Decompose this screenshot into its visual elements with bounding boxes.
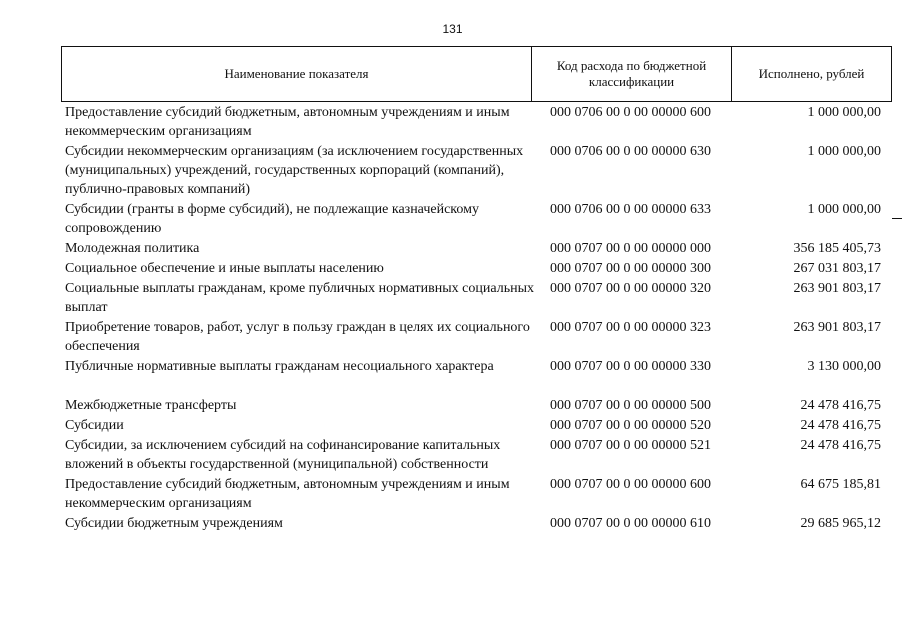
row-amount: 356 185 405,73 bbox=[793, 241, 881, 256]
row-code: 000 0707 00 0 00 00000 521 bbox=[550, 438, 711, 453]
row-name: Публичные нормативные выплаты гражданам несоциального характера bbox=[65, 359, 494, 374]
table-row bbox=[61, 103, 891, 141]
header-row bbox=[62, 47, 892, 102]
row-amount: 1 000 000,00 bbox=[807, 202, 881, 217]
row-name: Субсидии некоммерческим организациям (за исключением государственных (муниципальных) учреждений, государственных корпораций (компаний), публично-правовых компаний) bbox=[65, 144, 524, 197]
row-name: Предоставление субсидий бюджетным, автономным учреждениям и иным некоммерческим организациям bbox=[65, 477, 510, 511]
row-code: 000 0707 00 0 00 00000 600 bbox=[550, 477, 711, 492]
row-code: 000 0706 00 0 00 00000 630 bbox=[550, 144, 711, 159]
table-row bbox=[61, 357, 891, 376]
table-row bbox=[61, 142, 891, 199]
row-code: 000 0706 00 0 00 00000 600 bbox=[550, 105, 711, 120]
table-row bbox=[61, 279, 891, 317]
page-number: 131 bbox=[442, 22, 463, 36]
row-name: Социальное обеспечение и иные выплаты населению bbox=[65, 261, 384, 276]
table-row bbox=[61, 475, 891, 513]
row-amount: 263 901 803,17 bbox=[793, 281, 881, 296]
row-code: 000 0707 00 0 00 00000 330 bbox=[550, 359, 711, 374]
row-name: Межбюджетные трансферты bbox=[65, 398, 237, 413]
row-code: 000 0707 00 0 00 00000 500 bbox=[550, 398, 711, 413]
row-name: Социальные выплаты гражданам, кроме публичных нормативных социальных выплат bbox=[65, 281, 534, 315]
table-row bbox=[61, 259, 891, 278]
row-code: 000 0707 00 0 00 00000 320 bbox=[550, 281, 711, 296]
row-code: 000 0706 00 0 00 00000 633 bbox=[550, 202, 711, 217]
table-row bbox=[61, 416, 891, 435]
row-name: Приобретение товаров, работ, услуг в пользу граждан в целях их социального обеспечения bbox=[65, 320, 530, 354]
table-row bbox=[61, 396, 891, 415]
row-amount: 3 130 000,00 bbox=[807, 359, 881, 374]
table-row bbox=[61, 318, 891, 356]
row-amount: 64 675 185,81 bbox=[800, 477, 881, 492]
header-code-cell: Код расхода по бюджетной классификации bbox=[532, 47, 732, 102]
row-amount: 24 478 416,75 bbox=[800, 438, 881, 453]
table-header bbox=[61, 46, 892, 102]
row-name: Субсидии bbox=[65, 418, 124, 433]
row-name: Субсидии бюджетным учреждениям bbox=[65, 516, 283, 531]
margin-dash bbox=[892, 218, 902, 219]
table-row bbox=[61, 436, 891, 474]
row-amount: 24 478 416,75 bbox=[800, 418, 881, 433]
row-code: 000 0707 00 0 00 00000 610 bbox=[550, 516, 711, 531]
row-amount: 1 000 000,00 bbox=[807, 144, 881, 159]
row-code: 000 0707 00 0 00 00000 000 bbox=[550, 241, 711, 256]
table-row bbox=[61, 514, 891, 533]
row-name: Предоставление субсидий бюджетным, автономным учреждениям и иным некоммерческим организациям bbox=[65, 105, 510, 139]
row-code: 000 0707 00 0 00 00000 323 bbox=[550, 320, 711, 335]
header-amount-cell: Исполнено, рублей bbox=[732, 47, 892, 102]
row-amount: 1 000 000,00 bbox=[807, 105, 881, 120]
row-code: 000 0707 00 0 00 00000 520 bbox=[550, 418, 711, 433]
row-name: Субсидии, за исключением субсидий на софинансирование капитальных вложений в объекты государственной (муниципальной) собственности bbox=[65, 438, 501, 472]
row-amount: 24 478 416,75 bbox=[800, 398, 881, 413]
row-name: Субсидии (гранты в форме субсидий), не подлежащие казначейскому сопровождению bbox=[65, 202, 479, 236]
row-amount: 267 031 803,17 bbox=[793, 261, 881, 276]
row-amount: 263 901 803,17 bbox=[793, 320, 881, 335]
table-row bbox=[61, 200, 891, 238]
row-name: Молодежная политика bbox=[65, 241, 200, 256]
table-row bbox=[61, 239, 891, 258]
row-amount: 29 685 965,12 bbox=[800, 516, 881, 531]
header-name-cell: Наименование показателя bbox=[62, 47, 532, 102]
row-code: 000 0707 00 0 00 00000 300 bbox=[550, 261, 711, 276]
table-body bbox=[61, 103, 891, 534]
